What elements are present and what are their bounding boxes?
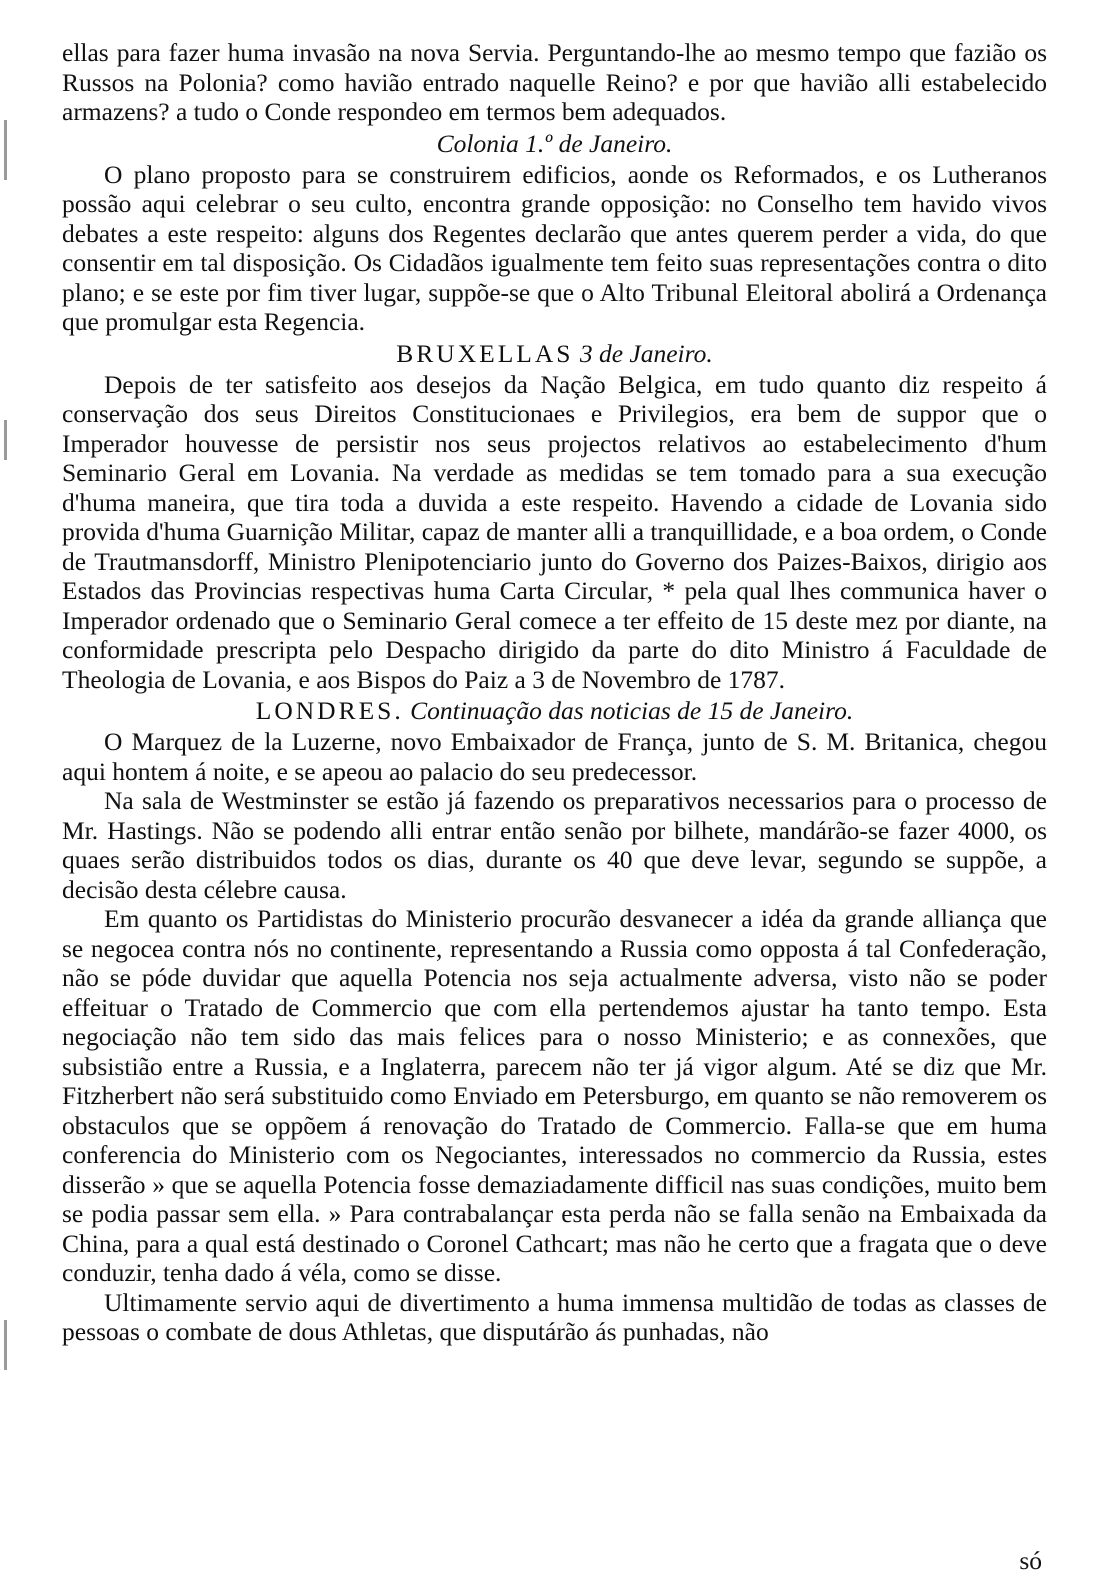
section-heading-date: 3 de Janeiro. [579,338,713,368]
article-paragraph: O Marquez de la Luzerne, novo Embaixador de França, junto de S. M. Britanica, chegou aqui hontem á noite, e se apeou ao palacio do seu predecessor. [62,727,1047,786]
article-paragraph: Na sala de Westminster se estão já fazendo os preparativos necessarios para o processo de Mr. Hastings. Não se podendo alli entrar então senão por bilhete, mandárão-se fazer 4000, os quaes serão distribuidos todos os dias, durante os 40 que deve levar, segundo se suppõe, a decisão desta célebre causa. [62,786,1047,904]
article-paragraph: Depois de ter satisfeito aos desejos da Nação Belgica, em tudo quanto diz respeito á conservação dos seus Direitos Constitucionaes e Privilegios, era bem de suppor que o Imperador houvesse de persistir nos seus projectos relativos ao estabelecimento d'hum Seminario Geral em Lovania. Na verdade as medidas se tem tomado para a sua execução d'huma maneira, que tira toda a duvida a este respeito. Havendo a cidade de Lovania sido provida d'huma Guarnição Militar, capaz de manter alli a tranquillidade, e a boa ordem, o Conde de Trautmansdorff, Ministro Plenipotenciario junto do Governo dos Paizes-Baixos, dirigio aos Estados das Provincias respectivas huma Carta Circular, * pela qual lhes communica haver o Imperador ordenado que o Seminario Geral comece a ter effeito de 15 deste mez por diante, na conformidade prescripta pelo Despacho dirigido da parte do dito Ministro á Faculdade de Theologia de Lovania, e aos Bispos do Paiz a 3 de Novembro de 1787. [62,369,1047,694]
section-heading-caps: LONDRES. [255,696,404,725]
article-paragraph: Em quanto os Partidistas do Ministerio procurão desvanecer a idéa da grande alliança que se negocea contra nós no continente, representando a Russia como opposta á tal Confederação, não se póde duvidar que aquella Potencia nos seja actualmente adversa, visto não se poder effeituar o Tratado de Commercio que com ella pertendemos ajustar ha tanto tempo. Esta negociação não tem sido das mais felices para o nosso Ministerio; e as connexões, que subsistião entre a Russia, e a Inglaterra, parecem não ter já vigor algum. Até se diz que Mr. Fitzherbert não será substituido como Enviado em Petersburgo, em quanto se não removerem os obstaculos que se oppõem á renovação do Tratado de Commercio. Falla-se que em huma conferencia do Ministerio com os Negociantes, interessados no commercio da Russia, estes disserão » que se aquella Potencia fosse demaziadamente difficil nas suas condições, muito bem se podia passar sem ella. » Para contrabalançar esta perda não se falla senão na Embaixada da China, para a qual está destinado o Coronel Cathcart; mas não he certo que a fragata que o deve conduzir, tenha dado á véla, como se disse. [62,904,1047,1287]
section-heading-colonia [62,129,1047,159]
section-heading-caps: BRUXELLAS [396,338,574,368]
scan-edge-mark [4,120,7,180]
scan-edge-mark [4,1320,7,1370]
catchword: só [1019,1546,1042,1575]
article-paragraph: Ultimamente servio aqui de divertimento a huma immensa multidão de todas as classes de pessoas o combate de dous Athletas, que disputárão ás punhadas, não [62,1287,1047,1346]
article-paragraph: O plano proposto para se construirem edificios, aonde os Reformados, e os Lutheranos possão aqui celebrar o seu culto, encontra grande opposição: no Conselho tem havido vivos debates a este respeito: alguns dos Regentes declarão que antes querem perder a vida, do que consentir em tal disposição. Os Cidadãos igualmente tem feito suas representações contra o dito plano; e se este por fim tiver lugar, suppõe-se que o Alto Tribunal Eleitoral abolirá a Ordenança que promulgar esta Regencia. [62,159,1047,336]
section-heading-date: Continuação das noticias de 15 de Janeiro. [410,696,854,725]
section-heading-bruxellas [62,339,1047,369]
newspaper-page [62,38,1047,1347]
opening-paragraph: ellas para fazer huma invasão na nova Servia. Perguntando-lhe ao mesmo tempo que fazião os Russos na Polonia? como havião entrado naquelle Reino? e por que havião alli estabelecido armazens? a tudo o Conde respondeo em termos bem adequados. [62,38,1047,126]
scan-edge-mark [4,420,7,460]
section-heading-date: Colonia 1.º de Janeiro. [436,128,673,158]
section-heading-londres [62,696,1047,726]
